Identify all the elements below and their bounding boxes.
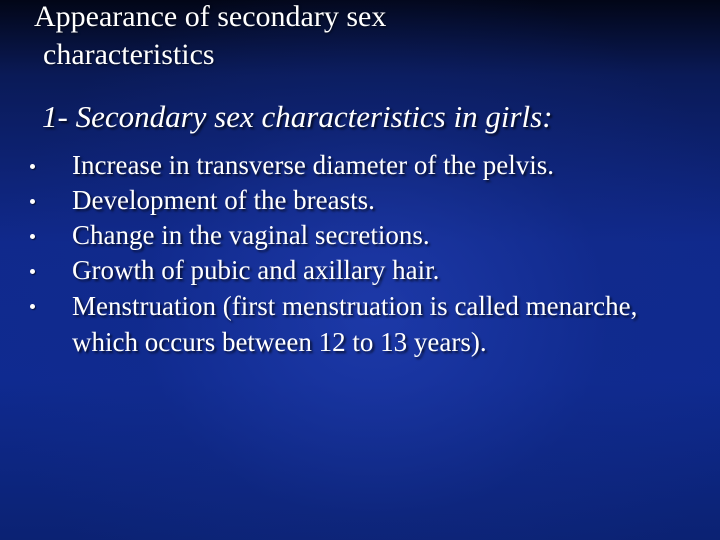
- slide-title: [34, 0, 634, 74]
- bullet-item: [0, 148, 720, 183]
- bullet-dot-icon: [30, 164, 35, 169]
- bullet-text: Development of the breasts.: [72, 185, 375, 215]
- slide-title-line-2: characteristics: [43, 38, 215, 71]
- bullet-item: [0, 183, 720, 218]
- bullet-text: Change in the vaginal secretions.: [72, 220, 430, 250]
- slide-title-line-1: Appearance of secondary sex: [34, 0, 387, 33]
- slide-subtitle: 1- Secondary sex characteristics in girls:: [42, 99, 553, 134]
- bullet-item: [0, 288, 720, 360]
- bullet-dot-icon: [30, 234, 35, 239]
- bullet-item: [0, 253, 720, 288]
- bullet-dot-icon: [30, 199, 35, 204]
- bullet-list: [0, 148, 720, 371]
- bullet-text: Growth of pubic and axillary hair.: [72, 255, 440, 285]
- bullet-item: [0, 218, 720, 253]
- bullet-text: Menstruation (first menstruation is called menarche, which occurs between 12 to 13 years).: [72, 291, 638, 357]
- bullet-dot-icon: [30, 304, 35, 309]
- bullet-dot-icon: [30, 269, 35, 274]
- bullet-text: Increase in transverse diameter of the pelvis.: [72, 150, 555, 180]
